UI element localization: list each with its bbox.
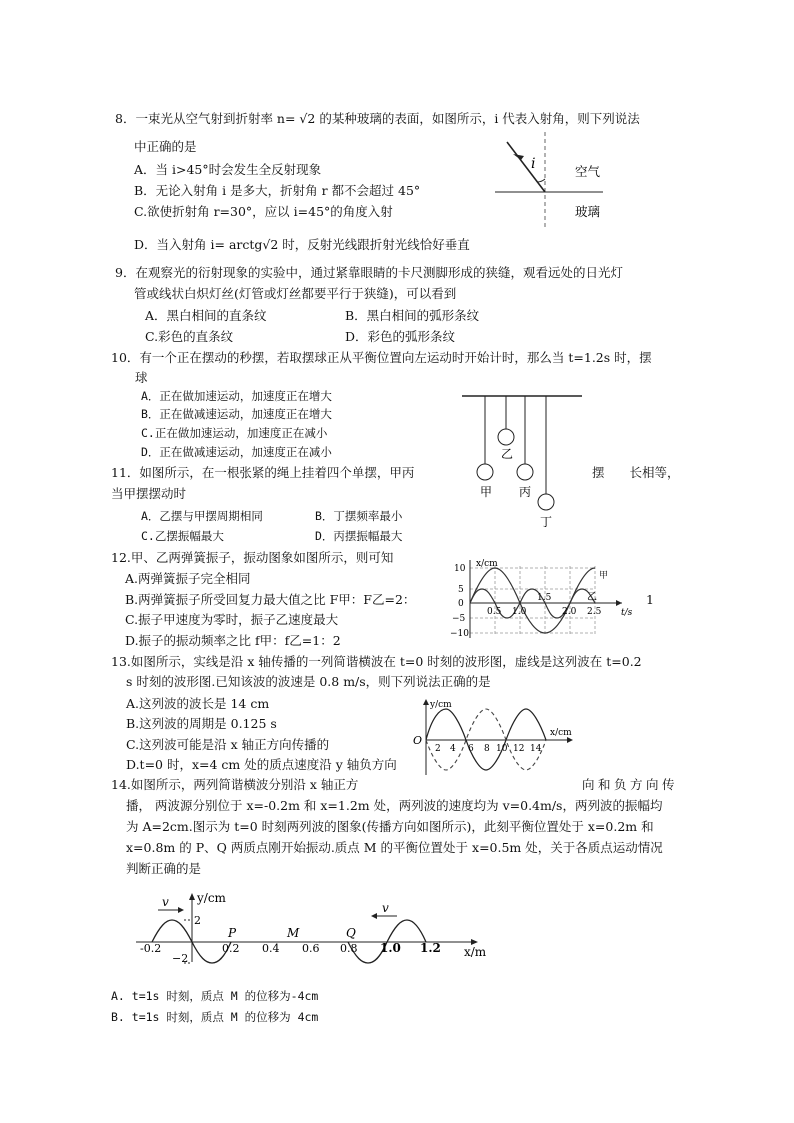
- q14-xtick-neg0.2: -0.2: [140, 942, 162, 955]
- q10-option-b: B．正在做减速运动，加速度正在增大: [141, 407, 332, 421]
- q13-stem-line2: s 时刻的波形图.已知该波的波速是 0.8 m/s，则下列说法正确的是: [126, 674, 491, 689]
- q12-option-b: B.两弹簧振子所受回复力最大值之比 F甲：F乙=2：: [125, 592, 416, 607]
- q13-xtick-10: 10: [496, 744, 508, 754]
- q14-xtick-0.4: 0.4: [262, 942, 280, 955]
- q10-option-c: C.正在做加速运动，加速度正在减小: [141, 426, 328, 440]
- q14-stem-line1b: 向和负方向传: [582, 777, 679, 792]
- q8-option-a: A．当 i>45°时会发生全反射现象: [134, 162, 322, 177]
- q9-option-a: A．黑白相间的直条纹: [145, 308, 267, 323]
- q11-option-d: D．丙摆振幅最大: [315, 529, 403, 543]
- q10-stem-line1: 10．有一个正在摆动的秒摆，若取摆球正从平衡位置向左运动时开始计时，那么当 t=1.2s 时，摆: [111, 350, 652, 365]
- q12-option-d: D.振子的振动频率之比 f甲：f乙=1：2: [125, 633, 341, 648]
- q14-v-right: v: [382, 901, 389, 915]
- q13-option-c: C.这列波可能是沿 x 轴正方向传播的: [126, 737, 330, 752]
- q8-glass-label: 玻璃: [575, 204, 601, 219]
- q12-xlabel: t/s: [621, 608, 633, 618]
- q8-option-b: B．无论入射角 i 是多大，折射角 r 都不会超过 45°: [134, 183, 421, 198]
- q14-stem-line5: 判断正确的是: [126, 861, 202, 876]
- q13-xtick-2: 2: [435, 744, 441, 754]
- q12-ytick-0: 0: [458, 599, 464, 609]
- q11-option-b: B．丁摆频率最小: [315, 509, 403, 523]
- q13-ylabel: y/cm: [430, 700, 452, 710]
- q13-xtick-6: 6: [468, 744, 474, 754]
- q14-two-waves-graph: [132, 890, 502, 970]
- q12-ytick-5: 5: [458, 585, 464, 595]
- q9-stem-line2: 管或线状白炽灯丝(灯管或灯丝都要平行于狭缝)，可以看到: [134, 286, 457, 301]
- q12-xtick-0.5: 0.5: [487, 607, 502, 617]
- q14-label-m: M: [287, 926, 300, 940]
- q11-option-a: A．乙摆与甲摆周期相同: [141, 509, 263, 523]
- q11-stem-line1a: 11．如图所示，在一根张紧的绳上挂着四个单摆，甲丙: [111, 465, 415, 480]
- q12-option-a: A.两弹簧振子完全相同: [125, 571, 251, 586]
- q14-xtick-0.6: 0.6: [302, 942, 320, 955]
- q13-xlabel: x/cm: [550, 728, 572, 738]
- q12-xtick-2.5: 2.5: [587, 607, 602, 617]
- q8-stem-line1: 8．一束光从空气射到折射率 n= √2 的某种玻璃的表面，如图所示，i 代表入射角，则下列说法: [115, 111, 640, 126]
- q12-series-yi: 乙: [587, 592, 597, 603]
- q9-option-d: D．彩色的弧形条纹: [345, 329, 456, 344]
- q11-label-bing: 丙: [519, 485, 532, 499]
- q14-xtick-0.2: 0.2: [222, 942, 240, 955]
- q10-stem-line2: 球: [135, 370, 148, 385]
- q14-xlabel: x/m: [464, 945, 487, 959]
- q14-option-b: B. t=1s 时刻，质点 M 的位移为 4cm: [111, 1010, 319, 1024]
- q14-xtick-0.8: 0.8: [340, 942, 358, 955]
- q14-xtick-1.2: 1.2: [420, 941, 441, 955]
- q9-stem-line1: 9．在观察光的衍射现象的实验中，通过紧靠眼睛的卡尺测脚形成的狭缝，观看远处的日光灯: [115, 265, 623, 280]
- q10-option-d: D．正在做减速运动，加速度正在减小: [141, 445, 332, 459]
- q8-option-d: D．当入射角 i= arctg√2 时，反射光线跟折射光线恰好垂直: [134, 237, 470, 252]
- q12-ytick-neg5: −5: [452, 614, 466, 624]
- q14-y-pos: 2: [194, 914, 201, 927]
- q11-stem-line2: 当甲摆摆动时: [111, 486, 187, 501]
- q12-xtick-2.0: 2.0: [562, 607, 577, 617]
- q11-label-jia: 甲: [480, 485, 493, 499]
- q13-option-d: D.t=0 时，x=4 cm 处的质点速度沿 y 轴负方向: [126, 757, 397, 772]
- q12-series-jia: 甲: [599, 571, 609, 581]
- q11-pendulum-figure: [460, 388, 590, 528]
- q14-stem-line2: 播， 两波源分别位于 x=-0.2m 和 x=1.2m 处，两列波的速度均为 v=0.4m/s，两列波的振幅均: [126, 798, 663, 813]
- q11-option-c: C.乙摆振幅最大: [141, 529, 224, 543]
- q13-wave-graph: [410, 697, 580, 777]
- q12-ytick-10: 10: [454, 564, 466, 574]
- q13-option-b: B.这列波的周期是 0.125 s: [126, 716, 277, 731]
- q14-label-q: Q: [346, 926, 356, 940]
- q14-stem-line1a: 14.如图所示，两列简谐横波分别沿 x 轴正方: [111, 777, 359, 792]
- q8-angle-label: i: [531, 156, 536, 172]
- q12-xtick-1.0: 1.0: [512, 607, 527, 617]
- q8-air-label: 空气: [575, 164, 601, 179]
- q14-v-left: v: [162, 895, 169, 909]
- q14-stem-line4: x=0.8m 的 P、Q 两质点刚开始振动.质点 M 的平衡位置处于 x=0.5m 处，关于各质点运动情况: [126, 840, 663, 855]
- q11-label-yi: 乙: [501, 447, 514, 461]
- q12-option-b-tail: 1: [646, 592, 654, 607]
- q8-refraction-figure: [495, 130, 635, 230]
- q13-origin: O: [413, 734, 423, 747]
- q14-label-p: P: [228, 926, 237, 940]
- q12-ytick-neg10: −10: [450, 629, 469, 639]
- q8-option-c: C.欲使折射角 r=30°，应以 i=45°的角度入射: [134, 204, 393, 219]
- q13-xtick-12: 12: [513, 744, 525, 754]
- q13-xtick-8: 8: [484, 744, 490, 754]
- q9-option-c: C.彩色的直条纹: [145, 329, 234, 344]
- q13-xtick-14: 14: [530, 744, 542, 754]
- q10-option-a: A．正在做加速运动，加速度正在增大: [141, 389, 332, 403]
- q9-option-b: B．黑白相间的弧形条纹: [345, 308, 480, 323]
- q8-stem-line2: 中正确的是: [134, 139, 197, 154]
- q12-stem: 12.甲、乙两弹簧振子，振动图象如图所示，则可知: [111, 550, 394, 565]
- q12-ylabel: x/cm: [476, 559, 498, 569]
- q11-label-ding: 丁: [540, 515, 553, 529]
- q14-stem-line3: 为 A=2cm.图示为 t=0 时刻两列波的图象(传播方向如图所示)，此刻平衡位置处于 x=0.2m 和: [126, 819, 654, 834]
- q13-option-a: A.这列波的波长是 14 cm: [126, 696, 270, 711]
- q11-stem-line1b: 摆 长相等，: [592, 465, 680, 480]
- q14-option-a: A. t=1s 时刻，质点 M 的位移为-4cm: [111, 989, 319, 1003]
- q12-option-c: C.振子甲速度为零时，振子乙速度最大: [125, 612, 339, 627]
- q13-stem-line1: 13.如图所示，实线是沿 x 轴传播的一列简谐横波在 t=0 时刻的波形图，虚线是这列波在 t=0.2: [111, 654, 642, 669]
- q14-y-neg: −2: [172, 952, 189, 965]
- q12-xtick-1.5: 1.5: [537, 593, 552, 603]
- q12-vibration-graph: [450, 556, 640, 641]
- q13-xtick-4: 4: [450, 744, 456, 754]
- q14-ylabel: y/cm: [197, 891, 226, 905]
- q14-xtick-1.0: 1.0: [380, 941, 401, 955]
